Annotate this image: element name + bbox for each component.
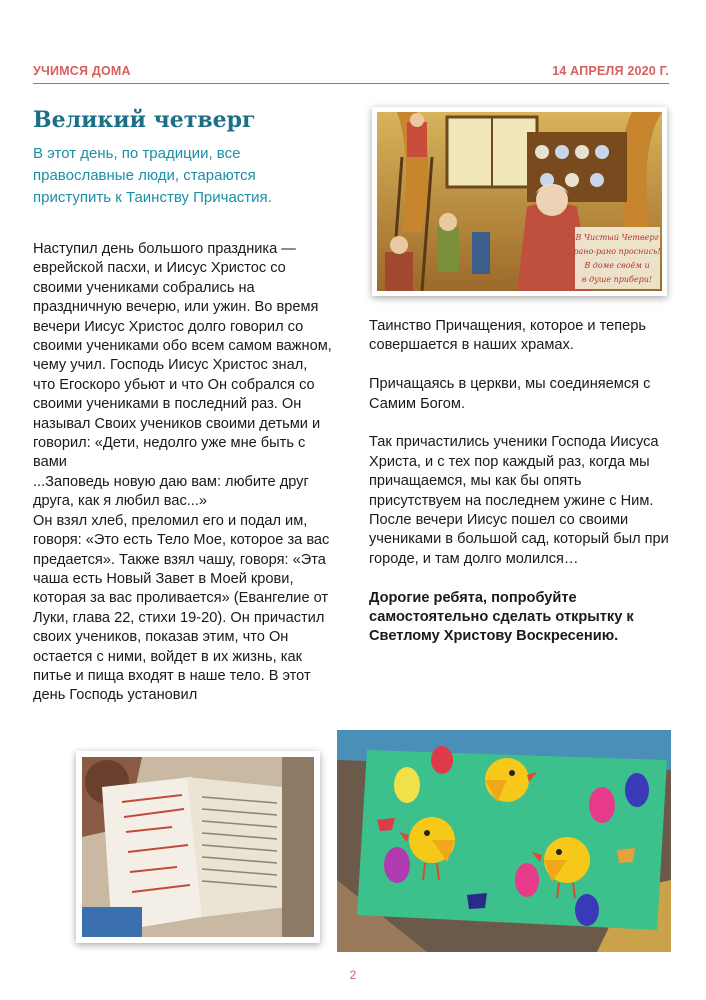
paragraph: Так причастились ученики Господа Иисуса Христа, и с тех пор каждый раз, когда мы причащаемся, мы как бы опять присутствуем на последнем ужине с Ним. xyxy=(369,434,659,509)
paragraph: Наступил день большого праздника — еврейской пасхи, и Иисус Христос со своими учениками собрались на праздничную вечерю, или ужин. Во время вечери Иисус Христос долго говорил со своими учениками обо всем самом важном, чему учил. Господь Иисус Христос знал, что Егоскоро убьют и что Он собрался со своими учениками в последний раз. Он называл Своих учеников своими детьми и говорил: «Дети, недолго уже мне быть с вами ...Заповедь новую даю вам: любите друг друга, как я любил вас...» Он взял хлеб, преломил его и подал им, говоря: «Это есть Тело Мое, которое за вас предается». Также взял чашу, говоря: «Эта чаша есть Новый Завет в Моей крови, которая за вас проливается» (Евангелие от Луки, глава 22, стихи 19-20). Он причастил своих учеников, показав этим, что Он остается с ними, войдет в их жизнь, как питье и пища входят в наше тело. В этот день Господь установил xyxy=(33,241,332,704)
illustration-photo xyxy=(372,107,667,296)
section-label: УЧИМСЯ ДОМА xyxy=(33,64,131,78)
illustration-caption-line: В Чистый Четверг xyxy=(575,233,659,242)
call-to-action: Дорогие ребята, попробуйте самостоятельно сделать открытку к Светлому Христову Воскресению. xyxy=(369,589,634,645)
right-column xyxy=(369,317,674,666)
easter-chick-card-illustration xyxy=(337,730,671,952)
paragraph: Причащаясь в церкви, мы соединяемся с Самим Богом. xyxy=(369,376,651,412)
illustration-caption-line: рано-рано проснись! xyxy=(573,247,661,256)
illustration-caption-line: В доме своём и xyxy=(584,261,650,270)
child-reading-illustration xyxy=(82,757,314,937)
page-number: 2 xyxy=(349,968,357,982)
issue-date: 14 АПРЕЛЯ 2020 Г. xyxy=(552,64,669,78)
article-title: Великий четверг xyxy=(33,107,256,133)
article-lead: В этот день, по традиции, все православные люди, стараются приступить к Таинству Причастия. xyxy=(33,145,272,206)
paragraph: После вечери Иисус пошел со своими учениками в большой сад, который был при городе, и там долго молился… xyxy=(369,512,669,567)
left-column xyxy=(33,240,333,706)
header-divider xyxy=(33,83,669,84)
paragraph: Таинство Причащения, которое и теперь совершается в наших храмах. xyxy=(369,318,646,354)
cleaning-scene-illustration xyxy=(377,112,662,291)
reading-photo xyxy=(76,751,320,943)
craft-card-photo xyxy=(337,730,671,952)
illustration-caption-line: в душе прибери! xyxy=(581,275,653,284)
